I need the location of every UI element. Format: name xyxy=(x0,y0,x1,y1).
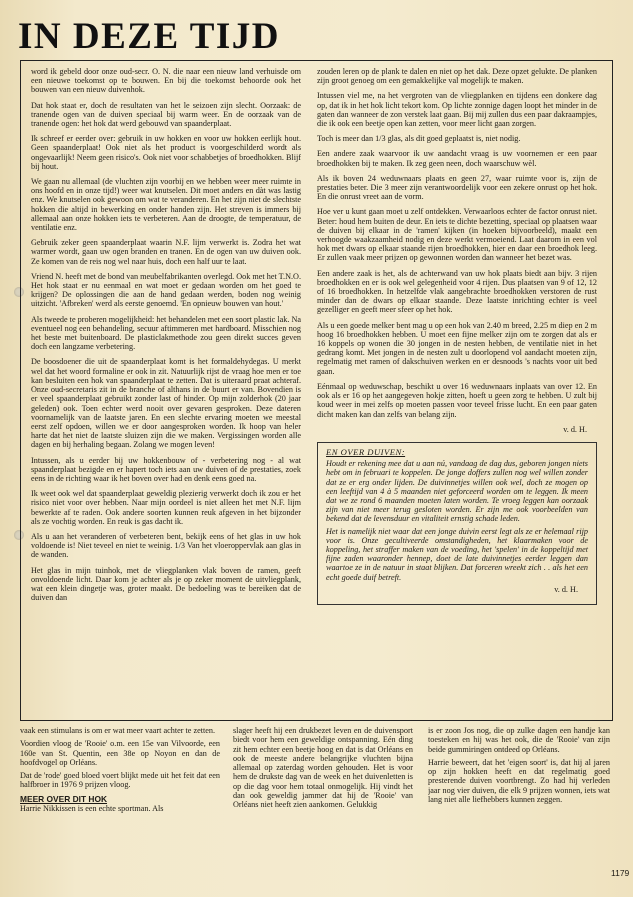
left-column xyxy=(31,67,301,716)
paragraph: Als tweede te proberen mogelijkheid: het behandelen met een soort plastic lak. Na eventueel nog een behandeling, secuur aftimmeren met hardboard. Misschien nog het beste met buitenboard. De plasticlakmethode zou geen direkt succes geven doch een langzame verbetering. xyxy=(31,314,301,352)
paragraph: slager heeft hij een drukbezet leven en de duivensport biedt voor hem een geweldige ontspanning. Eén ding zit hem echter een beetje hoog en dat is dat Orléans en ook de meeste andere belangrijke vluchten bijna allemaal op zaterdag worden gehouden. Het is voor hem de drukste dag van de week en het duivenletten is op die dag voor hem totaal onmogelijk. Hij vindt het dan ook geweldig jammer dat hij de 'Rooie' van Orléans niet heeft zien aankomen. Gelukkig xyxy=(233,726,413,810)
paragraph: De boosdoener die uit de spaanderplaat komt is het formaldehydegas. U merkt wel dat het woord formaline er ook in zit. Natuurlijk rijst de vraag hoe men er toe kan besluiten een hok van spaanderplaat te zetten. Dat is uiteraard praat achteraf. Onze oud-secretaris zit in de branche of althans in de buurt er van. Bovendien is er veel spaanderplaat gebruikt zonder last of hinder. Op mijn zolderhok (20 jaar geleden) ook. Toen echter werd nooit over gevaren gesproken. Deze dateren voornamelijk van de laatste jaren. En een slechte ervaring moeten we meestal eerst zelf opdoen, willen we er door aangesproken worden. Ik hoop van heler harte dat het niet de laatste sluizen zijn die we maken. Vergissingen worden alle dagen en bij herhaling begaan. Zolang we mogen leven! xyxy=(31,357,301,450)
paragraph: Ik weet ook wel dat spaanderplaat geweldig plezierig verwerkt doch ik zou er het risico niet voor over hebben. Naar mijn oordeel is niet alleen het met N.F. lijm bewerkte af te raden. Ook andere soorten kunnen reuk afgeven in het bijzonder als ze vochtig worden. En reuk is gas dacht ik. xyxy=(31,489,301,526)
page-title: IN DEZE TIJD xyxy=(18,16,281,57)
paragraph: Intussen, als u eerder bij uw hokkenbouw of - verbetering nog - al wat spaanderplaat bezigde en er hapert toch iets aan uw duiven of de prestaties, zoek eens in de richting waar ik het boven over had en denk eens goed na. xyxy=(31,455,301,483)
paragraph: Een andere zaak is het, als de achterwand van uw hok plaats biedt aan bijv. 3 rijen broedhokken en er is ook wel gelegenheid voor 4 rijen. Dus plaatsen van 9 of 12, 12 of 16 broedhokken. In hetzelfde vlak aangebrachte broedhokken verstoren de rust minder dan de dwars op elkaar staande. Deze laatste inrichting echter is veel gezelliger en geeft meer sfeer op het hok. xyxy=(317,268,597,315)
bottom-column-1 xyxy=(20,726,220,891)
inset-heading: EN OVER DUIVEN: xyxy=(326,446,406,457)
page-number: 1179 xyxy=(611,868,630,878)
paragraph: Dat de 'rode' goed bloed voert blijkt mede uit het feit dat een halfbroer in 1976 9 prijzen vloog. xyxy=(20,771,220,790)
paragraph: is er zoon Jos nog, die op zulke dagen een handje kan toesteken en hij was het ook, die de 'Rooie' van zijn beide gummiringen ontdeed op Orléans. xyxy=(428,726,610,754)
section-heading: MEER OVER DIT HOK xyxy=(20,793,108,804)
paragraph: vaak een stimulans is om er wat meer vaart achter te zetten. xyxy=(20,726,216,735)
bottom-column-2 xyxy=(233,726,413,891)
paragraph: word ik gebeld door onze oud-secr. O. N. die naar een nieuw land verhuisde om een nieuwe toekomst op te bouwen. En bij die toekomst behoorde ook het bouwen van een nieuw duivenhok. xyxy=(31,67,301,95)
paragraph: Het glas in mijn tuinhok, met de vliegplanken vlak boven de ramen, geeft onvoldoende licht. Daar kom je achter als je op zeker moment de uitvliegplank, wat een klein dingetje was, groter maakt. De bedoeling was te bereiken dat de duiven dan xyxy=(31,565,301,603)
paragraph: We gaan nu allemaal (de vluchten zijn voorbij en we hebben weer meer ruimte in ons hoofd en in onze tijd!) weer wat knutselen. Dit moet anders en dàt was lastig enz. We knutselen ook gewoon om wat te veranderen. En het zijn niet de slechtste hokken die altijd in bewerking en onder handen zijn. Het streven is immers bij allemaal aan onze hokken iets te verbeteren. Aan de droogte, de temperatuur, de ventilatie enz. xyxy=(31,177,301,233)
paragraph: Vriend N. heeft met de bond van meubelfabrikanten overlegd. Ook met het T.N.O. Het hok staat er nu eenmaal en wat moet er gedaan worden om het goed te krijgen? De oplossingen die aan de hand gedaan werden, boden nog weinig uitzicht. 'Afbreken' werd als eerste genoemd. 'En opnieuw bouwen van hout.' xyxy=(31,271,301,309)
paragraph: Een andere zaak waarvoor ik uw aandacht vraag is uw voornemen er een paar broedhokken bij te maken. Ik zeg geen neen, doch waarschuw wèl. xyxy=(317,149,597,168)
right-column xyxy=(317,67,597,716)
paragraph: Voordien vloog de 'Rooie' o.m. een 15e van Vilvoorde, een 160e van St. Quentin, een 38e op Noyon en dan de hoofdvogel op Orléans. xyxy=(20,739,220,767)
paragraph: Intussen viel me, na het vergroten van de vliegplanken en tijdens een donkere dag op, dat ik in het hok licht tekort kom. Op lichte zonnige dagen loopt het minder in de gaten dan wanneer de zon verstek laat gaan. Bij mij zullen dus een paar dakraampjes, die ik ook een beetje open kan zetten, voor meer licht gaan zorgen. xyxy=(317,91,597,129)
paragraph: Gebruik zeker geen spaanderplaat waarin N.F. lijm verwerkt is. Zodra het wat warmer wordt, gaan uw ogen branden en tranen. En de ogen van uw duiven ook. Ze komen van de reis nog wel naar huis, doch een half uur te laat. xyxy=(31,238,301,266)
paragraph: zouden leren op de plank te dalen en niet op het dak. Deze opzet gelukte. De planken zijn groot genoeg om een gemakkelijke val mogelijk te maken. xyxy=(317,67,597,86)
paragraph: Harrie beweert, dat het 'eigen soort' is, dat hij al jaren op zijn hokken heeft en dat regelmatig goed presterende duiven voortbrengt. Zo had hij verleden jaar nog vier duiven, die elk 9 prijzen wonnen, iets wat lang niet alle liefhebbers kunnen zeggen. xyxy=(428,757,610,805)
inset-signature: v. d. H. xyxy=(554,584,578,594)
author-signature: v. d. H. xyxy=(563,424,587,434)
paragraph: Als u een goede melker bent mag u op een hok van 2.40 m breed, 2.25 m diep en 2 m hoog 16 broedhokken hebben. U moet een fijne melker zijn om te zorgen dat als er 16 koppels op wonen die 30 jongen in de nesten hebben, de ventilatie niet in het gedrang komt. Met jongen in de nesten zult u doorlopend vol aandacht moeten zijn, regelmatig met ramen of dakschuiven werken en er desnoods 's nachts voor uit bed gaan. xyxy=(317,320,597,376)
paragraph: Als ik boven 24 weduwnaars plaats en geen 27, waar ruimte voor is, zijn de prestaties beter. Die 3 meer zijn verantwoordelijk voor een zekere onrust op het hok. En die onrust vreet aan de vorm. xyxy=(317,173,597,202)
paragraph: Eénmaal op weduwschap, beschikt u over 16 weduwnaars inplaats van over 12. En ook als er 16 op het aangegeven hokje zitten, hoeft u geen zorg te hebben. U zult bij koud weer in mei zelfs op moeten passen voor teveel frisse lucht. En een paar gaten dicht maken kan dan zelfs van belang zijn. xyxy=(317,381,597,419)
paragraph: Als u aan het veranderen of verbeteren bent, bekijk eens of het glas in uw hok voldoende is! Niet teveel en niet te weinig. 1/3 Van het vloeroppervlak aan glas in de wanden. xyxy=(31,531,301,560)
paragraph: Toch is meer dan 1/3 glas, als dit goed geplaatst is, niet nodig. xyxy=(317,134,521,144)
bottom-column-3 xyxy=(428,726,610,891)
inset-paragraph: Houdt er rekening mee dat u aan nú, vandaag de dag dus, geboren jongen niets hebt om in februari te koppelen. De jonge doffers zullen nog wel willen zonder dat ze er erg onder lijden. De duivinnetjes willen ook wel, doch ze mogen op een leeftijd van 4 à 5 maanden niet geforceerd worden om te leggen. Ik meen dat we ze rond 6 maanden moeten laten worden. Te vroeg leggen kan oorzaak zijn van niet meer terug gesloten worden. Er zijn me ook voorbeelden van bekend dat de levensduur en vitaliteit ernstig schade leden. xyxy=(326,459,588,524)
paragraph: Ik schreef er eerder over: gebruik in uw hokken en voor uw hokken eerlijk hout. Geen spaanderplaat! Ook niet als het product is voorgeschilderd wordt als ongevaarlijk! Neem geen risico's. Ook niet voor schabbetjes of broedhokken. Blijf bij hout. xyxy=(31,134,301,171)
paragraph: Dat hok staat er, doch de resultaten van het le seizoen zijn slecht. Oorzaak: de tranende ogen van de duiven speciaal bij warm weer. En de oorzaak van de tranende ogen: het hok dat werd gebouwd van spaanderplaat. xyxy=(31,100,301,129)
inset-box xyxy=(317,442,597,605)
paragraph: Hoe ver u kunt gaan moet u zelf ontdekken. Verwaarloos echter de factor onrust niet. Beter: houd hem buiten de deur. En iets te dichte bezetting, speciaal op plaatsen waar de duiven bij elkaar in de 'ramen' kijken (in hoeken bijvoorbeeld), maakt een verhoogde waakzaamheid nodig en deze werkt vermoeiend. Laat daarom in een vol hok met dwars op elkaar staande rijen broedhokken, hier en daar een broedhok leeg. Er zullen vaak meer prijzen op gewonnen worden dan wanneer het bezet was. xyxy=(317,207,597,263)
paragraph: Harrie Nikkissen is een echte sportman. Als xyxy=(20,804,164,814)
article-box xyxy=(20,60,613,721)
inset-paragraph: Het is namelijk niet waar dat een jonge duivin eerst legt als ze er helemaal rijp voor is. Onze gecultiveerde omstandigheden, het klaarmaken voor de koppeling, het straffer maken van de voeding, het 'spelen' in de koppeltijd met fijne zaden waaronder hennep, doet de late duivinnetjes eerder leggen dan waartoe ze in de natuur in staat blijken. Dat forceren wreekt zich . . als het een echt goede duif betreft. xyxy=(326,526,588,582)
